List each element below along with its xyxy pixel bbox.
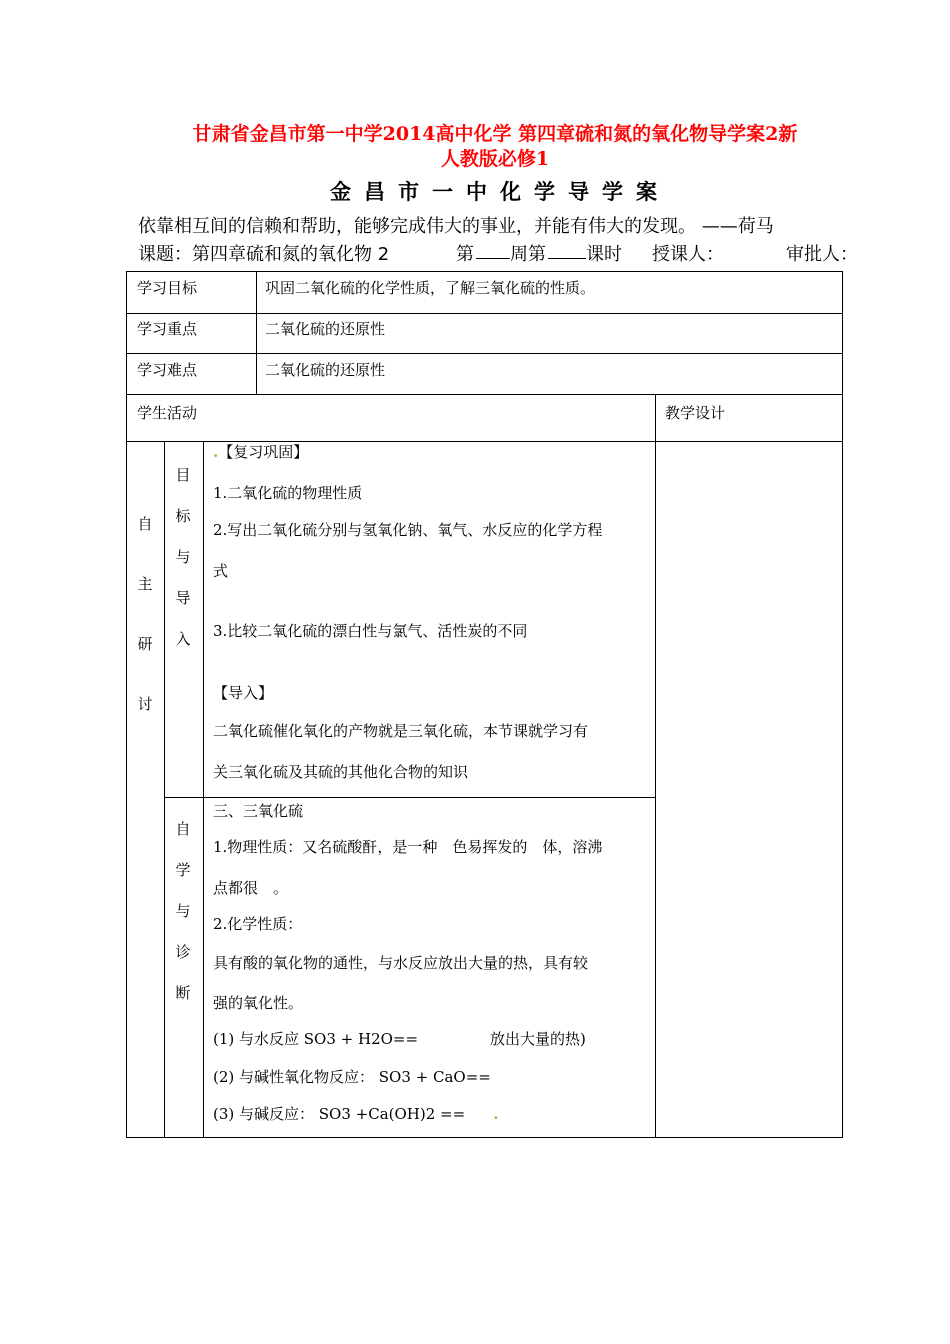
table-rule xyxy=(203,441,204,1138)
section-diagnosis-label: 自 学 与 诊 断 xyxy=(175,820,191,1002)
review-item-2-line-1: 2.写出二氧化硫分别与氢氧化钠、氧气、水反应的化学方程 xyxy=(213,521,603,539)
review-item-1: 1.二氧化硫的物理性质 xyxy=(213,484,363,502)
period-suffix: 课时 xyxy=(586,244,622,265)
table-rule xyxy=(126,313,843,314)
period-blank xyxy=(548,240,586,259)
reaction-base: (3) 与碱反应： SO3 +Ca(OH)2 == . xyxy=(213,1105,499,1123)
physical-line-2: 点都很 。 xyxy=(213,879,289,897)
chemical-heading: 2.化学性质： xyxy=(213,915,303,933)
lesson-label: 课题：第四章硫和氮的氧化物 2 xyxy=(138,244,390,265)
table-rule xyxy=(164,441,165,1138)
row-label-difficulty: 学习难点 xyxy=(137,361,198,379)
title-line-2: 人教版必修1 xyxy=(440,148,550,170)
table-rule xyxy=(126,394,843,395)
physical-line-1: 1.物理性质：又名硫酸酐，是一种 色易挥发的 体，溶沸 xyxy=(213,838,603,856)
chemical-line-2: 强的氧化性。 xyxy=(213,994,304,1012)
motto: 依靠相互间的信赖和帮助，能够完成伟大的事业，并能有伟大的发现。 ——荷马 xyxy=(138,216,774,237)
so3-heading: 三、三氧化硫 xyxy=(213,802,304,820)
review-intro-content: .【复习巩固】 1.二氧化硫的物理性质 2.写出二氧化硫分别与氢氧化钠、氧气、水反应的化学方程 式 3.比较二氧化硫的漂白性与氯气、活性炭的不同 【导入】 二氧化硫催化氧化的产物就是三氧化硫，本节课就学习有 关三氧化硫及其硫的其他化合物的知识 xyxy=(213,443,603,781)
review-item-2-line-2: 式 xyxy=(213,562,229,580)
table-rule xyxy=(842,271,843,1138)
intro-line-1: 二氧化硫催化氧化的产物就是三氧化硫，本节课就学习有 xyxy=(213,722,589,740)
table-rule xyxy=(126,1137,843,1138)
activity-header: 学生活动 xyxy=(137,404,198,422)
review-heading: 【复习巩固】 xyxy=(218,443,309,461)
teacher-label: 授课人： xyxy=(652,244,724,265)
week-mid: 周第 xyxy=(510,244,546,265)
row-value-difficulty: 二氧化硫的还原性 xyxy=(265,361,386,379)
document-title xyxy=(120,122,870,172)
intro-line-2: 关三氧化硫及其硫的其他化合物的知识 xyxy=(213,763,469,781)
reaction-water-note: 放出大量的热) xyxy=(490,1030,586,1048)
table-rule xyxy=(126,271,127,1138)
week-blank xyxy=(476,240,510,259)
review-item-3: 3.比较二氧化硫的漂白性与氯气、活性炭的不同 xyxy=(213,622,528,640)
intro-heading: 【导入】 xyxy=(213,684,274,702)
approver-label: 审批人： xyxy=(786,244,858,265)
reaction-water: (1) 与水反应 SO3 + H2O== xyxy=(213,1030,419,1048)
table-rule xyxy=(655,394,656,1138)
table-rule xyxy=(126,271,843,272)
section-goal-intro-label: 目 标 与 导 入 xyxy=(175,466,191,648)
row-label-focus: 学习重点 xyxy=(137,320,198,338)
design-header: 教学设计 xyxy=(665,404,726,422)
row-value-focus: 二氧化硫的还原性 xyxy=(265,320,386,338)
row-value-objective: 巩固二氧化硫的化学性质，了解三氧化硫的性质。 xyxy=(265,279,596,297)
school-heading: 金昌市一中化学导学案 xyxy=(330,180,670,204)
table-rule xyxy=(164,797,656,798)
chemical-line-1: 具有酸的氧化物的通性，与水反应放出大量的热，具有较 xyxy=(213,954,589,972)
table-rule xyxy=(126,353,843,354)
row-label-objective: 学习目标 xyxy=(137,279,198,297)
week-prefix: 第 xyxy=(456,244,474,265)
section-self-study-label: 自 主 研 讨 xyxy=(137,515,153,713)
reaction-basic-oxide: (2) 与碱性氧化物反应： SO3 + CaO== xyxy=(213,1068,491,1086)
table-rule xyxy=(256,271,257,395)
title-line-1: 甘肃省金昌市第一中学2014高中化学 第四章硫和氮的氧化物导学案2新 xyxy=(192,123,798,145)
